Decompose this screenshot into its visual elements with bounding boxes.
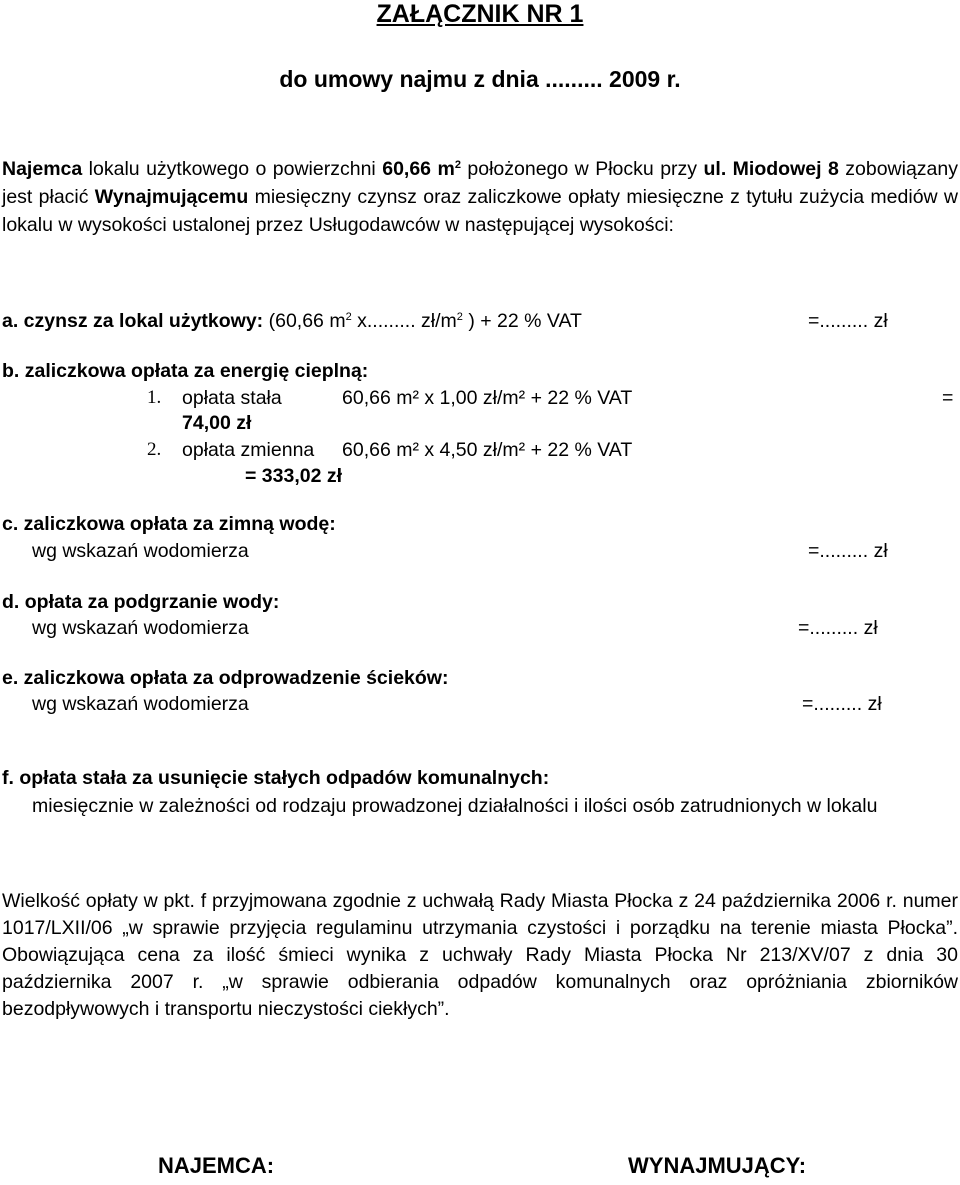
item-d-label: d. opłata za podgrzanie wody: xyxy=(2,591,280,613)
item-a-label: a. czynsz za lokal użytkowy: xyxy=(2,310,264,332)
item-a-sup-2: 2 xyxy=(456,311,463,323)
signature-wynajmujacy: WYNAJMUJĄCY: xyxy=(628,1153,807,1178)
item-b-sub1-formula: 60,66 m² x 1,00 zł/m² + 22 % VAT xyxy=(342,387,633,409)
signature-najemca: NAJEMCA: xyxy=(158,1153,275,1178)
item-b-sub1-result: 74,00 zł xyxy=(182,412,252,434)
closing-paragraph: Wielkość opłaty w pkt. f przyjmowana zgodnie z uchwałą Rady Miasta Płocka z 24 października 2006 r. numer 1017/LXII/06 „w sprawie przyjęcia regulaminu utrzymania czystości i porządku na terenie miasta Płocka”. Obowiązująca cena za ilość śmieci wynika z uchwały Rady Miasta Płocka Nr 213/XV/07 z dnia 30 października 2007 r. „w sprawie odbierania odpadów komunalnych oraz opróżniania zbiorników bezodpływowych i transportu nieczystości ciekłych”. xyxy=(2,890,958,1020)
item-d-amount: =......... zł xyxy=(798,617,878,639)
item-b-sub1-num: 1. xyxy=(147,387,162,408)
item-a-sup-1: 2 xyxy=(345,311,352,323)
document-title: ZAŁĄCZNIK NR 1 xyxy=(376,0,584,28)
item-b-sub2-name: opłata zmienna xyxy=(182,439,315,461)
item-c-text: wg wskazań wodomierza xyxy=(32,540,249,562)
item-e-text: wg wskazań wodomierza xyxy=(32,693,249,715)
intro-paragraph xyxy=(2,155,958,239)
intro-text-2: położonego w Płocku przy xyxy=(460,158,704,180)
item-a-line xyxy=(2,310,582,333)
item-a-text-2: x......... zł/m xyxy=(351,310,457,332)
intro-text-1: lokalu użytkowego o powierzchni xyxy=(82,158,383,180)
item-d-text: wg wskazań wodomierza xyxy=(32,617,249,639)
item-f-text: miesięcznie w zależności od rodzaju prowadzonej działalności i ilości osób zatrudnionych w lokalu xyxy=(32,795,878,817)
intro-najemca: Najemca xyxy=(2,158,83,180)
item-b-label: b. zaliczkowa opłata za energię cieplną: xyxy=(2,360,369,382)
item-b-sub2-result: = 333,02 zł xyxy=(245,465,343,487)
item-c-amount: =......... zł xyxy=(808,540,888,562)
item-a-text-3: ) + 22 % VAT xyxy=(462,310,582,332)
item-b-sub1-eq: = xyxy=(942,387,954,409)
intro-area: 60,66 m xyxy=(382,158,455,180)
document-subtitle: do umowy najmu z dnia ......... 2009 r. xyxy=(279,66,681,92)
item-a-amount: =......... zł xyxy=(808,310,888,332)
item-b-sub2-num: 2. xyxy=(147,439,162,460)
intro-street: ul. Miodowej 8 xyxy=(703,158,839,180)
item-e-amount: =......... zł xyxy=(802,693,882,715)
intro-text-3: zobowiązany jest płacić xyxy=(2,158,958,208)
item-c-label: c. zaliczkowa opłata za zimną wodę: xyxy=(2,513,336,535)
intro-text-4: miesięczny czynsz oraz zaliczkowe opłaty miesięczne z tytułu zużycia mediów w lokalu w wysokości ustalonej przez Usługodawców w następującej wysokości: xyxy=(2,186,958,236)
item-a-text-1: (60,66 m xyxy=(263,310,346,332)
item-e-label: e. zaliczkowa opłata za odprowadzenie ścieków: xyxy=(2,667,449,689)
item-b-sub2-formula: 60,66 m² x 4,50 zł/m² + 22 % VAT xyxy=(342,439,633,461)
intro-area-sup: 2 xyxy=(454,159,461,171)
intro-wynajmujacy: Wynajmującemu xyxy=(94,186,249,208)
item-b-sub1-name: opłata stała xyxy=(182,387,282,409)
item-f-label: f. opłata stała za usunięcie stałych odpadów komunalnych: xyxy=(2,767,550,789)
